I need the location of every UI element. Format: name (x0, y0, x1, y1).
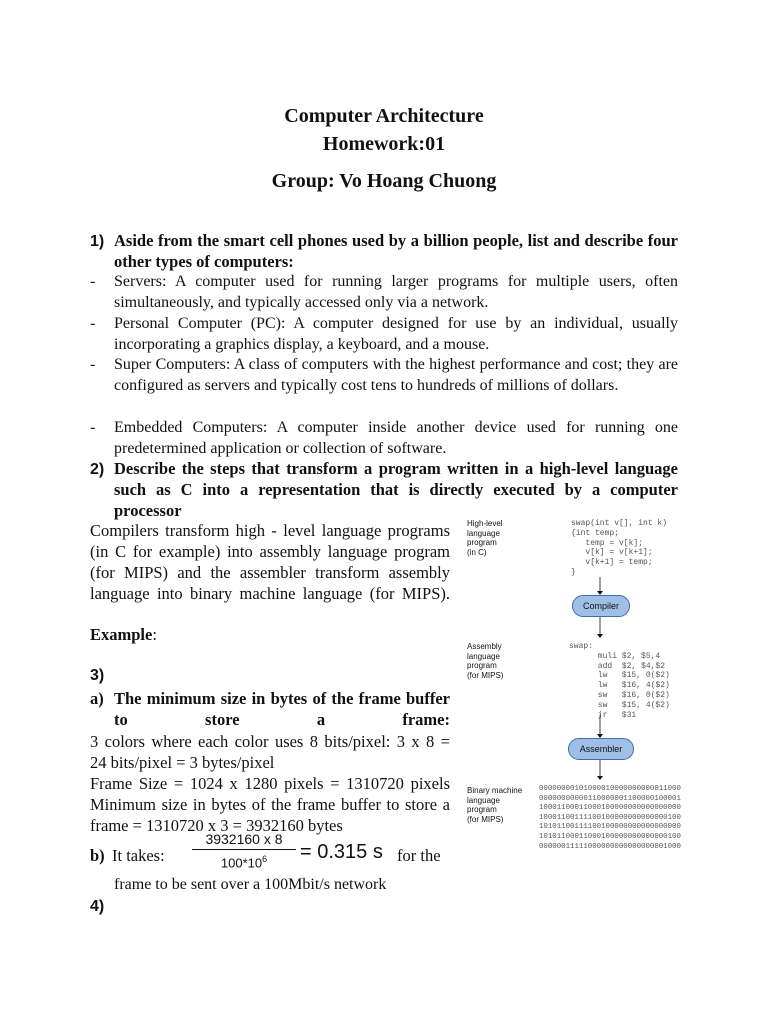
list-item-desc: : A computer used for running larger programs for multiple users, often simultaneously, and typically accessed only via a network. (114, 273, 678, 311)
question-2-answer: Compilers transform high - level language programs (in C for example) into assembly language program (for MIPS) and the assembler transform assembly language into binary machine language (for MIPS). (90, 521, 450, 603)
for-the-text: for the (397, 846, 441, 865)
answer-line: 24 bits/pixel = 3 bytes/pixel (90, 753, 275, 772)
question-3a-label: a) (90, 689, 104, 708)
question-1-text: Aside from the smart cell phones used by a billion people, list and describe four other types of computers: (114, 231, 678, 271)
list-item-term: Super Computers (114, 356, 226, 373)
assembly-code: swap: muli $2, $5,4 add $2, $4,$2 lw $15, 0($2) lw $16, 4($2) sw $16, 0($2) sw $15, 4($2) jr $31 (569, 642, 670, 720)
list-item-desc: : A computer inside another device used for running one predetermined application or collection of software. (114, 419, 679, 457)
question-3b-label: b) (90, 846, 105, 865)
list-item-term: Personal Computer (PC) (114, 315, 281, 332)
binary-code: 00000000101000010000000000011000 00000000000110000001100000100001 10001100011000100000000000000000 10001100111100100000000000000100 10101100111100100000000000000000 10101100011000100000000000000100 00000011111000000000000000001000 (539, 785, 681, 851)
c-code: swap(int v[], int k) {int temp; temp = v[k]; v[k] = v[k+1]; v[k+1] = temp; } (571, 519, 668, 577)
group-label: Group: Vo Hoang Chuong (271, 170, 497, 192)
question-3b-text: It takes: (112, 846, 165, 865)
list-item-term: Embedded Computers (114, 419, 263, 436)
fraction-denominator: $100*10^6$ (220, 854, 268, 871)
question-3b-continuation: frame to be sent over a 100Mbit/s network (114, 876, 387, 893)
binary-label: Binary machine language program (for MIPS) (467, 786, 523, 824)
answer-line: Frame Size = 1024 x 1280 pixels = 1310720 pixels (90, 774, 450, 793)
formula-result: = 0.315 s (300, 841, 383, 863)
document-title: Computer Architecture (284, 105, 484, 127)
homework-label: Homework:01 (322, 133, 446, 155)
question-3a-text: The minimum size in bytes of the frame buffer to store a frame: (114, 689, 450, 729)
question-2-number: 2) (90, 461, 105, 478)
fraction-numerator: 3932160 x 8 (205, 831, 283, 847)
high-level-label: High-level language program (in C) (467, 519, 503, 557)
assembly-label: Assembly language program (for MIPS) (467, 642, 504, 680)
list-item-desc: : A class of computers with the highest performance and cost; they are configured as servers and typically cost tens to hundreds of millions of dollars. (114, 356, 679, 394)
question-2-text: Describe the steps that transform a program written in a high-level language such as C into a representation that is directly executed by a computer processor (114, 459, 678, 520)
list-item-desc: : A computer designed for use by an individual, usually incorporating a graphics display, a keyboard, and a mouse. (114, 315, 678, 353)
assembler-node: Assembler (568, 738, 634, 760)
compile-figure (465, 515, 715, 850)
fraction (188, 830, 300, 872)
question-3-number: 3) (90, 667, 105, 684)
list-item-term: Servers (114, 273, 162, 290)
answer-line: Minimum size in bytes of the frame buffer to store a (90, 795, 450, 814)
question-1-number: 1) (90, 233, 105, 250)
answer-line: frame = 1310720 x 3 = 3932160 bytes (90, 816, 343, 835)
example-label: Example: (90, 625, 157, 644)
question-4-number: 4) (90, 898, 105, 915)
compiler-node: Compiler (572, 595, 630, 617)
answer-line: 3 colors where each color uses 8 bits/pixel: 3 x 8 = (90, 732, 450, 751)
